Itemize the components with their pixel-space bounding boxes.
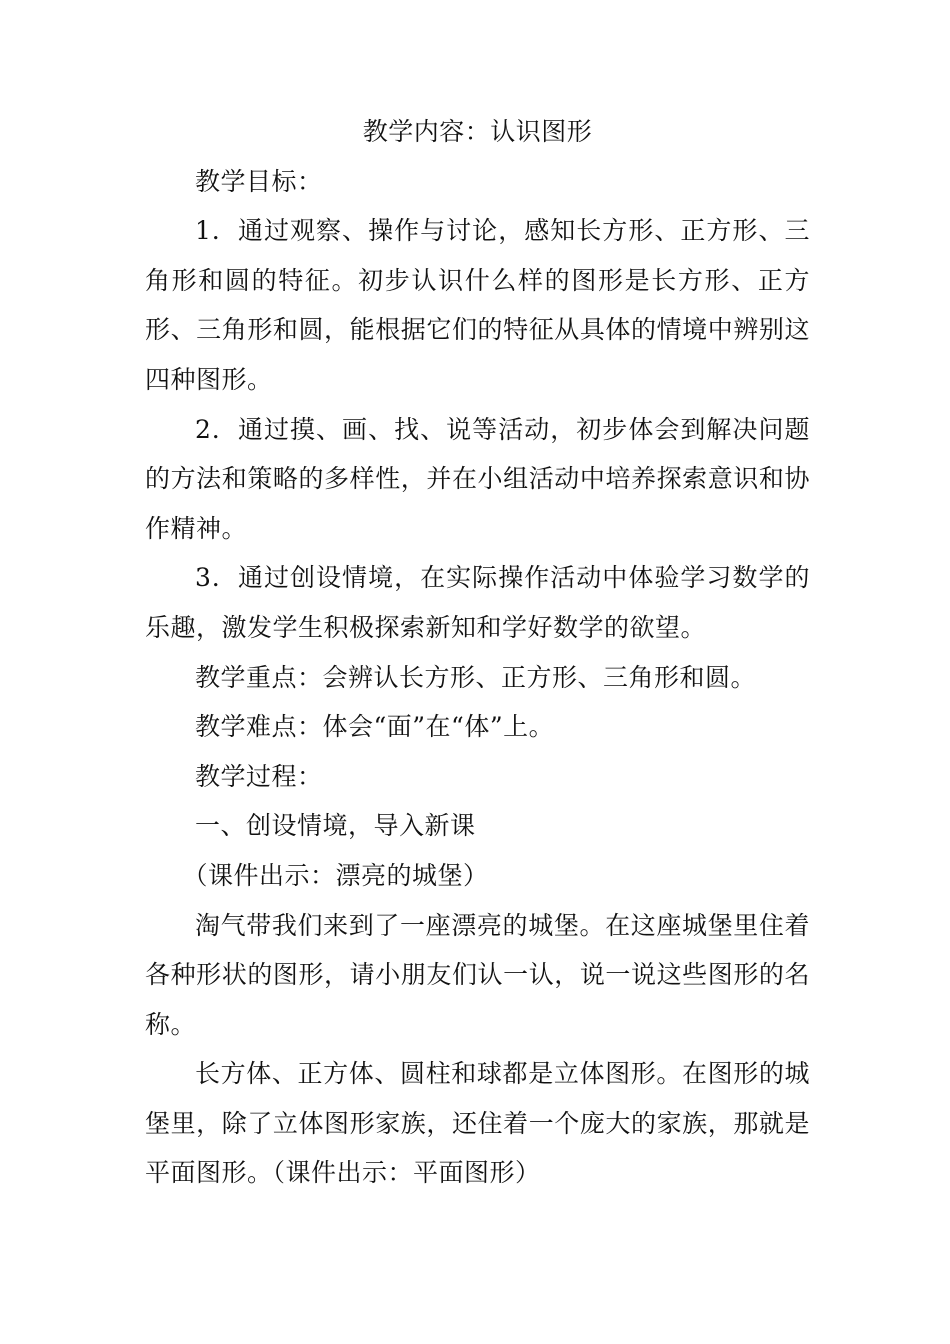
document-body (145, 107, 810, 1198)
process-heading: 教学过程： (195, 761, 323, 791)
difficulty: 教学难点：体会“面”在“体”上。 (195, 712, 555, 742)
goal-item-2: 2．通过摸、画、找、说等活动，初步体会到解决问题的方法和策略的多样性，并在小组活动中培养探索意识和协作精神。 (145, 414, 810, 543)
paragraph: 长方体、正方体、圆柱和球都是立体图形。在图形的城堡里，除了立体图形家族，还住着一个庞大的家族，那就是平面图形。（课件出示：平面图形） (145, 1059, 810, 1188)
goals-heading: 教学目标： (195, 166, 323, 196)
section-heading: 一、创设情境，导入新课 (195, 811, 476, 841)
paragraph: 淘气带我们来到了一座漂亮的城堡。在这座城堡里住着各种形状的图形，请小朋友们认一认，说一说这些图形的名称。 (145, 910, 810, 1039)
key-point: 教学重点：会辨认长方形、正方形、三角形和圆。 (195, 662, 757, 692)
courseware-note: （课件出示：漂亮的城堡） (182, 860, 489, 890)
goal-item-1: 1．通过观察、操作与讨论，感知长方形、正方形、三角形和圆的特征。初步认识什么样的图形是长方形、正方形、三角形和圆，能根据它们的特征从具体的情境中辨别这四种图形。 (145, 216, 810, 394)
page-title: 教学内容：认识图形 (362, 117, 593, 146)
goal-item-3: 3．通过创设情境，在实际操作活动中体验学习数学的乐趣，激发学生积极探索新知和学好数学的欲望。 (145, 563, 810, 642)
